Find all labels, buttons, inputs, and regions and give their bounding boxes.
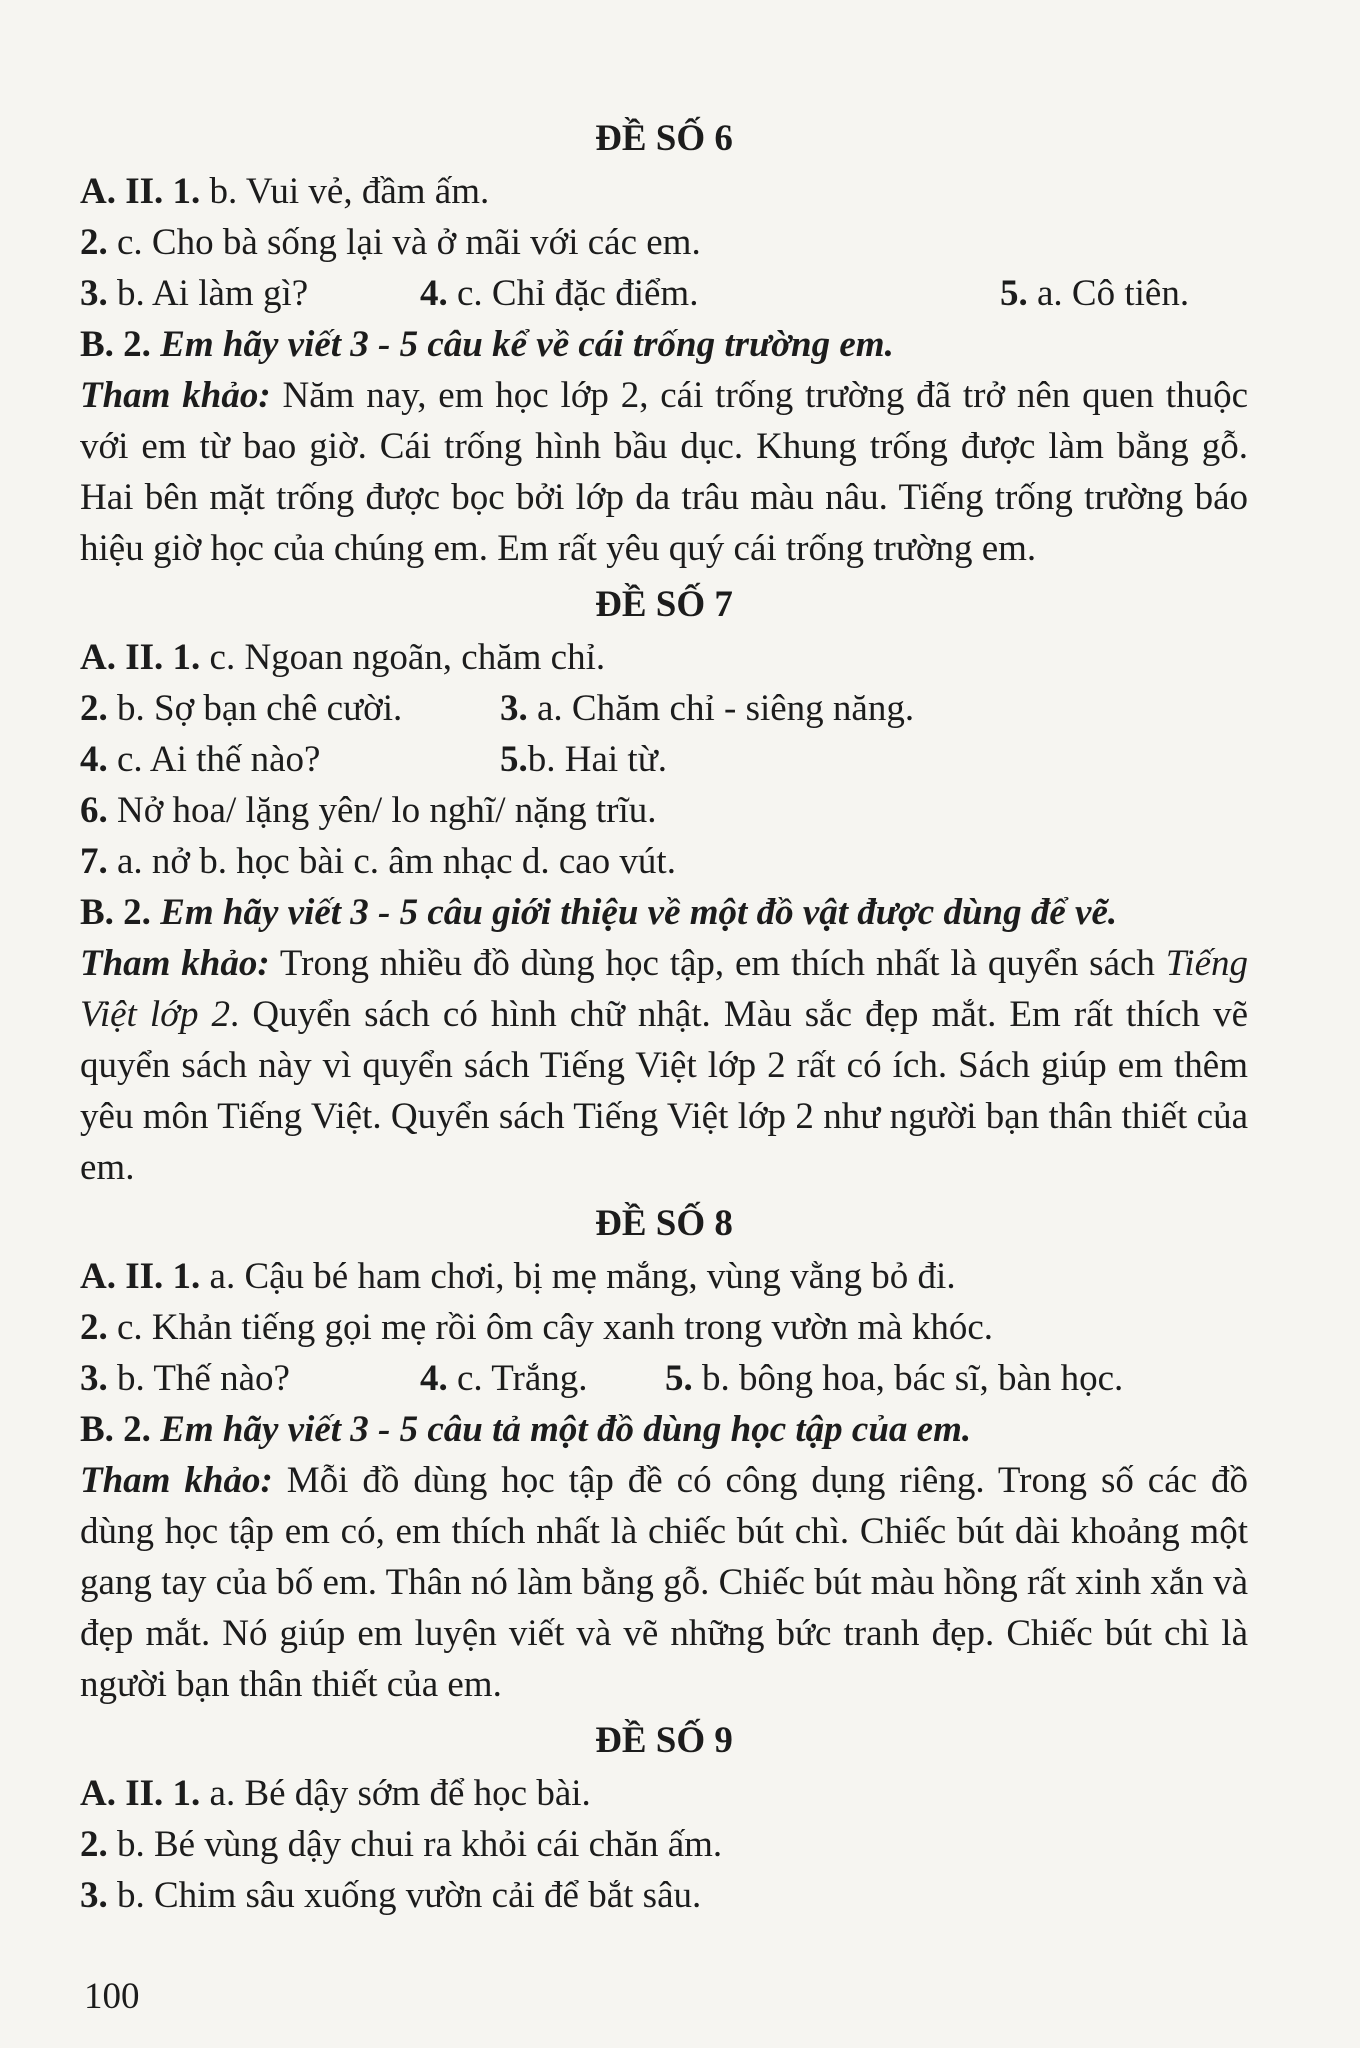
answer-text: a. Chăm chỉ - siêng năng. <box>527 688 915 729</box>
task-label: B. 2. <box>80 324 151 365</box>
answer-text: c. Trắng. <box>447 1358 588 1399</box>
exam-6-heading: ĐỀ SỐ 6 <box>595 118 733 159</box>
exam-7-answer-1 <box>80 632 1248 683</box>
reference-label: Tham khảo: <box>80 1460 273 1501</box>
task-text: Em hãy viết 3 - 5 câu giới thiệu về một đồ vật được dùng để vẽ. <box>160 892 1118 933</box>
answer-text: b. Ai làm gì? <box>107 273 309 314</box>
exam-7-answer-7 <box>80 836 1248 887</box>
answer-text: b. Sợ bạn chê cười. <box>107 688 403 729</box>
exam-7-reference <box>80 938 1248 1193</box>
book-title: Tiếng Việt lớp 2 <box>80 943 1248 1035</box>
answer-label: 5. <box>500 739 528 780</box>
exam-7 <box>80 578 1248 1193</box>
exam-6 <box>80 112 1248 574</box>
answer-label: 2. <box>80 688 108 729</box>
answer-label: 4. <box>420 273 448 314</box>
answer-text: a. nở b. học bài c. âm nhạc d. cao vút. <box>107 841 676 882</box>
answer-text: Nở hoa/ lặng yên/ lo nghĩ/ nặng trĩu. <box>107 790 657 831</box>
answer-label: A. II. 1. <box>80 1773 201 1814</box>
exam-9-heading: ĐỀ SỐ 9 <box>595 1720 733 1761</box>
exam-7-answer-6 <box>80 785 1248 836</box>
exam-8-answers-3-5 <box>80 1353 1248 1404</box>
exam-6-reference <box>80 370 1248 574</box>
answer-label: 5. <box>1000 273 1028 314</box>
exam-9-answer-1 <box>80 1768 1248 1819</box>
answer-text: a. Cậu bé ham chơi, bị mẹ mắng, vùng vằng bỏ đi. <box>200 1256 956 1297</box>
exam-8-heading: ĐỀ SỐ 8 <box>595 1203 733 1244</box>
answer-label: A. II. 1. <box>80 637 201 678</box>
exam-7-task <box>80 887 1248 938</box>
answer-label: 4. <box>420 1358 448 1399</box>
answer-text: b. Vui vẻ, đầm ấm. <box>200 171 490 212</box>
answer-label: 3. <box>80 1875 108 1916</box>
answer-label: 2. <box>80 1307 108 1348</box>
page-content <box>80 108 1248 1921</box>
exam-8 <box>80 1197 1248 1710</box>
reference-text: Mỗi đồ dùng học tập đề có công dụng riêng. Trong số các đồ dùng học tập em có, em thích nhất là chiếc bút chì. Chiếc bút dài khoảng một gang tay của bố em. Thân nó làm bằng gỗ. Chiếc bút màu hồng rất xinh xắn và đẹp mắt. Nó giúp em luyện viết và vẽ những bức tranh đẹp. Chiếc bút chì là người bạn thân thiết của em. <box>80 1460 1249 1705</box>
exam-9 <box>80 1714 1248 1921</box>
answer-label: 7. <box>80 841 108 882</box>
answer-text: b. Thế nào? <box>107 1358 290 1399</box>
answer-text: b. Bé vùng dậy chui ra khỏi cái chăn ấm. <box>107 1824 723 1865</box>
exam-6-answers-3-5 <box>80 268 1248 319</box>
answer-text: c. Khản tiếng gọi mẹ rồi ôm cây xanh trong vườn mà khóc. <box>107 1307 994 1348</box>
answer-text: b. Chim sâu xuống vườn cải để bắt sâu. <box>107 1875 702 1916</box>
exam-6-task <box>80 319 1248 370</box>
answer-label: 6. <box>80 790 108 831</box>
exam-8-reference <box>80 1455 1248 1710</box>
answer-text: a. Cô tiên. <box>1027 273 1190 314</box>
reference-text: Năm nay, em học lớp 2, cái trống trường đã trở nên quen thuộc với em từ bao giờ. Cái trống hình bầu dục. Khung trống được làm bằng gỗ. Hai bên mặt trống được bọc bởi lớp da trâu màu nâu. Tiếng trống trường báo hiệu giờ học của chúng em. Em rất yêu quý cái trống trường em. <box>80 375 1248 569</box>
answer-text: c. Ai thế nào? <box>107 739 321 780</box>
reference-text: . Quyển sách có hình chữ nhật. Màu sắc đẹp mắt. Em rất thích vẽ quyển sách này vì quyển sách Tiếng Việt lớp 2 rất có ích. Sách giúp em thêm yêu môn Tiếng Việt. Quyển sách Tiếng Việt lớp 2 như người bạn thân thiết của em. <box>80 994 1248 1188</box>
task-label: B. 2. <box>80 1409 151 1450</box>
answer-text: c. Cho bà sống lại và ở mãi với các em. <box>107 222 701 263</box>
exam-8-task <box>80 1404 1248 1455</box>
task-text: Em hãy viết 3 - 5 câu tả một đồ dùng học tập của em. <box>160 1409 972 1450</box>
answer-label: 2. <box>80 222 108 263</box>
page-number: 100 <box>84 1976 140 2017</box>
exam-6-answer-2 <box>80 217 1248 268</box>
answer-label: A. II. 1. <box>80 171 201 212</box>
answer-label: 2. <box>80 1824 108 1865</box>
exam-9-answer-3 <box>80 1870 1248 1921</box>
answer-label: 3. <box>80 273 108 314</box>
reference-label: Tham khảo: <box>80 943 270 984</box>
answer-label: A. II. 1. <box>80 1256 201 1297</box>
reference-text: Trong nhiều đồ dùng học tập, em thích nhất là quyển sách <box>269 943 1166 984</box>
task-text: Em hãy viết 3 - 5 câu kể về cái trống trường em. <box>160 324 894 365</box>
task-label: B. 2. <box>80 892 151 933</box>
exam-7-answers-2-3 <box>80 683 1248 734</box>
answer-text: c. Chỉ đặc điểm. <box>447 273 699 314</box>
answer-label: 3. <box>500 688 528 729</box>
exam-8-answer-1 <box>80 1251 1248 1302</box>
exam-6-answer-1 <box>80 166 1248 217</box>
exam-7-heading: ĐỀ SỐ 7 <box>595 584 733 625</box>
answer-label: 3. <box>80 1358 108 1399</box>
exam-8-answer-2 <box>80 1302 1248 1353</box>
answer-label: 4. <box>80 739 108 780</box>
answer-text: b. bông hoa, bác sĩ, bàn học. <box>692 1358 1124 1399</box>
answer-text: c. Ngoan ngoãn, chăm chỉ. <box>200 637 606 678</box>
answer-text: b. Hai từ. <box>527 739 668 780</box>
exam-7-answers-4-5 <box>80 734 1248 785</box>
answer-text: a. Bé dậy sớm để học bài. <box>200 1773 591 1814</box>
reference-label: Tham khảo: <box>80 375 271 416</box>
exam-9-answer-2 <box>80 1819 1248 1870</box>
answer-label: 5. <box>665 1358 693 1399</box>
